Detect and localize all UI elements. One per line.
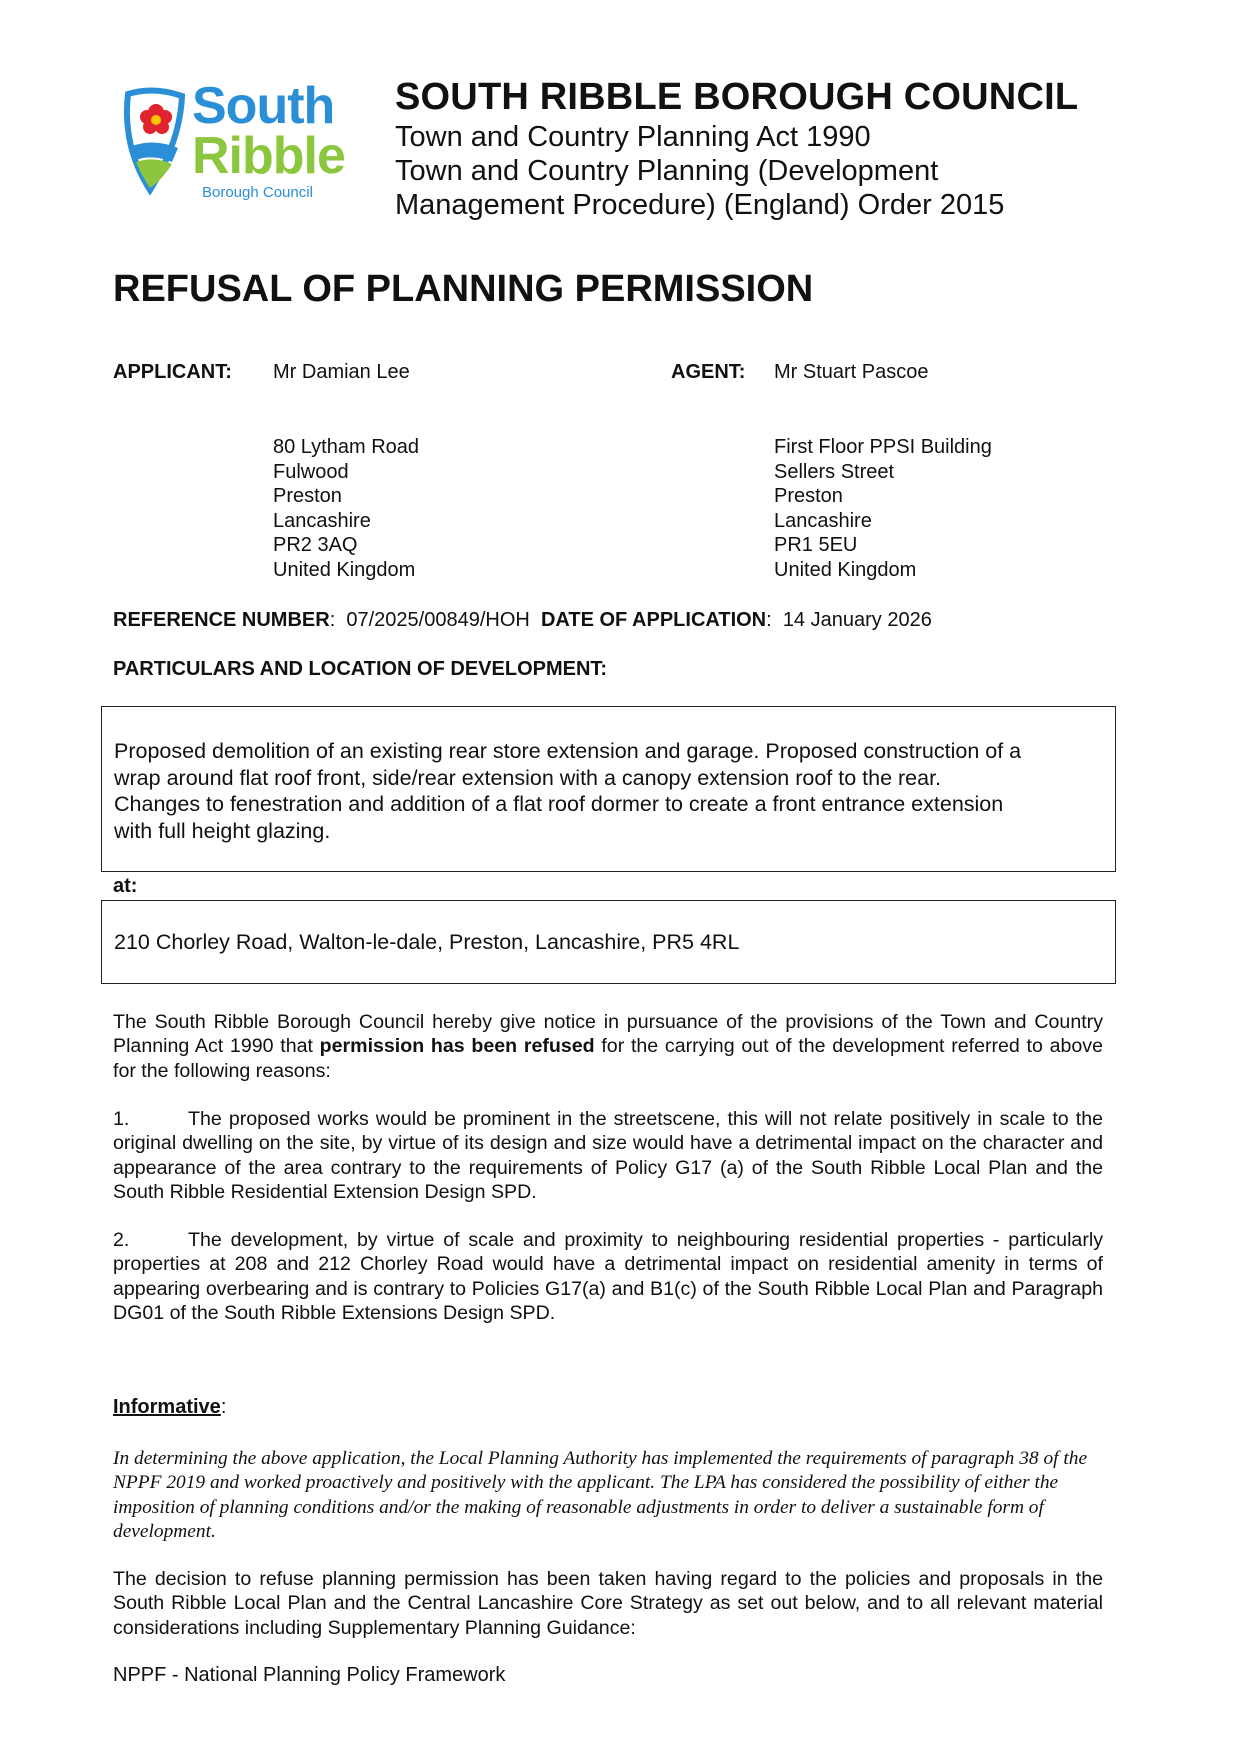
description-line: with full height glazing. [114, 818, 331, 843]
logo-word-south: South [192, 77, 335, 135]
description-line: Changes to fenestration and addition of a flat roof dormer to create a front entrance extension [114, 792, 1004, 816]
policy-item: NPPF - National Planning Policy Framework [113, 1664, 506, 1686]
reason-2 [113, 1228, 1103, 1325]
address-line: Preston [273, 485, 342, 507]
address-line: 80 Lytham Road [273, 436, 420, 458]
address-line: Lancashire [273, 509, 371, 532]
decision-text: The decision to refuse planning permission has been taken having regard to the policies and proposals in the South Ribble Local Plan and the Central Lancashire Core Strategy as set out below, and to all relevant material considerations including Supplementary Planning Guidance: [113, 1568, 1103, 1639]
notice-text-start: The South Ribble Borough Council hereby give notice in pursuance of the provisions of the Town and Country Planning Act 1990 that [113, 1011, 1103, 1058]
act-line-3: Management Procedure) (England) Order 2015 [395, 189, 1005, 221]
agent-address [774, 435, 992, 582]
description-line: Proposed demolition of an existing rear store extension and garage. Proposed construction of a [114, 739, 1022, 763]
reference-label: REFERENCE NUMBER [113, 609, 330, 631]
address-line: Lancashire [774, 509, 872, 532]
address-line: Preston [774, 485, 843, 507]
reference-line: REFERENCE NUMBER: 07/2025/00849/HOH DATE OF APPLICATION: 14 January 2026 [113, 609, 932, 631]
reason-number: 1. [113, 1108, 130, 1130]
at-label: at: [113, 875, 138, 897]
address-line: PR2 3AQ [273, 534, 358, 556]
date-of-application: 14 January 2026 [782, 609, 932, 631]
agent-label: AGENT: [671, 361, 746, 383]
reason-text: The development, by virtue of scale and proximity to neighbouring residential properties - particularly properties at 208 and 212 Chorley Road would have a detrimental impact on residential amenity in terms of appearing overbearing and is contrary to Policies G17(a) and B1(c) of the South Ribble Local Plan and Paragraph DG01 of the South Ribble Extensions Design SPD. [113, 1229, 1103, 1324]
notice-text-end: for the carrying out of the development referred to above for the following reasons: [113, 1035, 1104, 1082]
address-line: First Floor PPSI Building [774, 436, 992, 458]
description-line: wrap around flat roof front, side/rear extension with a canopy extension roof to the rear. [114, 765, 942, 790]
act-line-2: Town and Country Planning (Development [395, 155, 939, 187]
applicant-name: Mr Damian Lee [273, 361, 410, 383]
informative-heading: Informative [113, 1396, 221, 1418]
council-name: SOUTH RIBBLE BOROUGH COUNCIL [395, 76, 1079, 118]
page-title: REFUSAL OF PLANNING PERMISSION [113, 268, 814, 310]
address-line: United Kingdom [774, 558, 917, 581]
agent-name: Mr Stuart Pascoe [774, 361, 929, 383]
informative-text: In determining the above application, the Local Planning Authority has implemented the requirements of paragraph 38 of the NPPF 2019 and worked proactively and positively with the applicant. The LPA has considered the possibility of either the imposition of planning conditions and/or the making of reasonable adjustments in order to deliver a sustainable form of development. [113, 1448, 1088, 1542]
reason-number: 2. [113, 1229, 130, 1251]
applicant-address [273, 435, 419, 582]
act-line-1: Town and Country Planning Act 1990 [395, 121, 871, 153]
location-box [101, 900, 1116, 984]
notice-refused-emphasis: permission has been refused [319, 1035, 595, 1058]
applicant-label: APPLICANT: [113, 361, 232, 383]
particulars-heading: PARTICULARS AND LOCATION OF DEVELOPMENT: [113, 658, 608, 680]
reference-number: 07/2025/00849/HOH [346, 609, 530, 631]
development-description [114, 738, 1021, 844]
refusal-notice [113, 1010, 1103, 1083]
informative-heading-line: Informative: [113, 1396, 227, 1418]
reason-1 [113, 1107, 1103, 1204]
address-line: United Kingdom [273, 558, 416, 581]
date-label: DATE OF APPLICATION [540, 609, 767, 631]
address-line: Fulwood [273, 460, 349, 483]
address-line: Sellers Street [774, 460, 895, 483]
reason-text: The proposed works would be prominent in the streetscene, this will not relate positively in scale to the original dwelling on the site, by virtue of its design and size would have a detrimental impact on the character and appearance of the area contrary to the requirements of Policy G17 (a) of the South Ribble Local Plan and the South Ribble Residential Extension Design SPD. [113, 1108, 1103, 1203]
site-location: 210 Chorley Road, Walton-le-dale, Preston, Lancashire, PR5 4RL [114, 930, 740, 954]
logo-word-borough: Borough Council [202, 184, 313, 201]
council-logo [120, 77, 352, 206]
address-line: PR1 5EU [774, 534, 858, 556]
logo-word-ribble: Ribble [192, 127, 345, 185]
description-box [101, 706, 1116, 872]
